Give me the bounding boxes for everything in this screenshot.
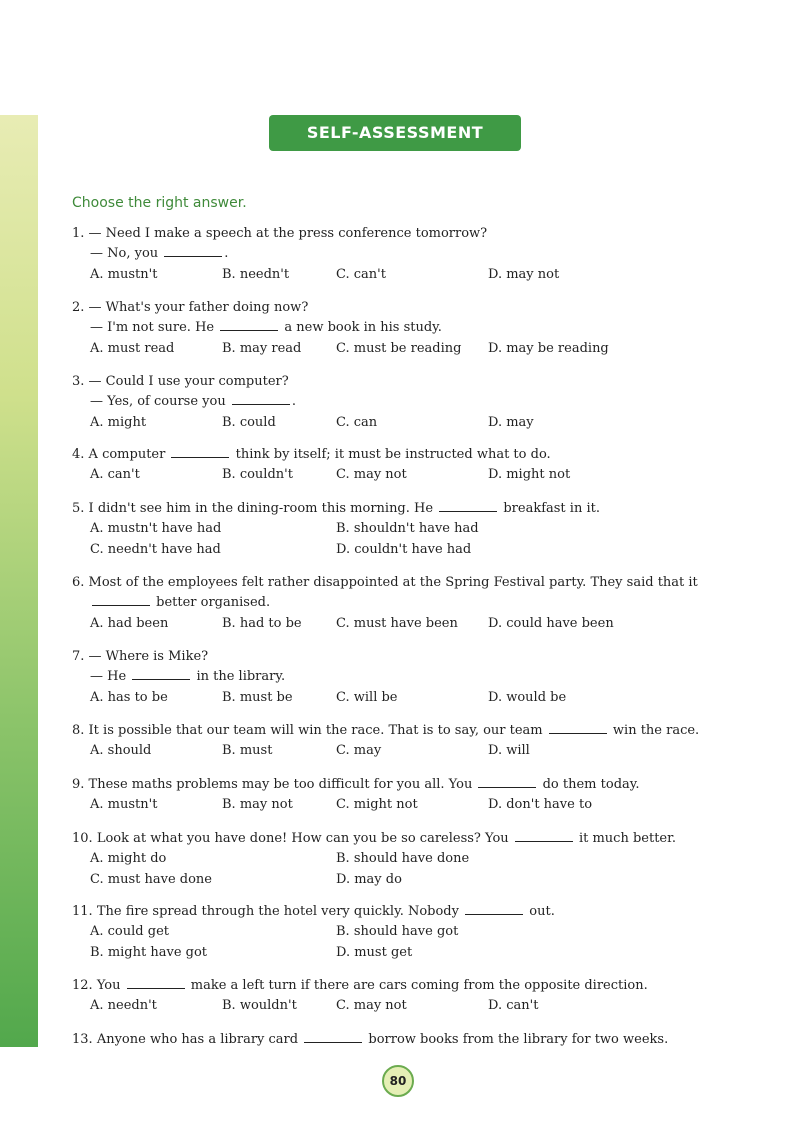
instruction-text: Choose the right answer. bbox=[72, 195, 247, 211]
answer-option[interactable]: D. may not bbox=[488, 266, 560, 282]
question-text-after-blank: win the race. bbox=[612, 723, 700, 738]
question-4 bbox=[72, 445, 752, 486]
answer-blank[interactable] bbox=[304, 1041, 362, 1043]
question-number: 4. bbox=[72, 447, 85, 462]
question-text: It is possible that our team will win the race. That is to say, our team bbox=[88, 723, 543, 738]
answer-blank[interactable] bbox=[171, 456, 229, 458]
answer-blank[interactable] bbox=[232, 403, 290, 405]
answer-option[interactable]: B. wouldn't bbox=[222, 998, 297, 1014]
options-row bbox=[72, 741, 752, 761]
answer-option[interactable]: D. can't bbox=[488, 998, 539, 1014]
answer-option[interactable]: B. could bbox=[222, 414, 276, 430]
answer-option[interactable]: C. may bbox=[336, 743, 382, 759]
answer-blank[interactable] bbox=[439, 510, 497, 512]
options-row bbox=[72, 265, 752, 285]
answer-option[interactable]: C. must have done bbox=[90, 871, 212, 887]
question-text-after-blank: a new book in his study. bbox=[284, 320, 442, 336]
answer-option[interactable]: C. can't bbox=[336, 266, 386, 282]
question-1 bbox=[72, 224, 752, 285]
answer-blank[interactable] bbox=[515, 840, 573, 842]
question-text: — Where is Mike? bbox=[88, 649, 209, 664]
question-12 bbox=[72, 976, 752, 1017]
question-line bbox=[72, 372, 752, 392]
question-7 bbox=[72, 647, 752, 708]
question-line bbox=[72, 775, 752, 795]
question-line bbox=[72, 499, 752, 519]
answer-option[interactable]: A. mustn't bbox=[90, 266, 158, 282]
question-text-after-blank: out. bbox=[529, 904, 555, 919]
question-text: A computer bbox=[88, 447, 166, 462]
answer-blank[interactable] bbox=[220, 329, 278, 331]
question-line bbox=[72, 902, 752, 922]
answer-option[interactable]: C. may not bbox=[336, 467, 407, 483]
answer-blank[interactable] bbox=[478, 786, 536, 788]
options-row bbox=[72, 870, 752, 890]
answer-option[interactable]: B. should have got bbox=[336, 924, 459, 940]
question-number: 7. bbox=[72, 649, 85, 664]
question-text: — Yes, of course you bbox=[90, 394, 226, 410]
options-row bbox=[72, 849, 752, 869]
answer-option[interactable]: D. could have been bbox=[488, 615, 614, 631]
question-number: 13. bbox=[72, 1032, 93, 1047]
question-6 bbox=[72, 573, 752, 634]
question-number: 5. bbox=[72, 501, 85, 516]
options-row bbox=[72, 996, 752, 1016]
question-text: — I'm not sure. He bbox=[90, 320, 215, 336]
answer-option[interactable]: A. should bbox=[90, 743, 152, 759]
answer-option[interactable]: D. couldn't have had bbox=[336, 541, 472, 557]
question-text: I didn't see him in the dining-room this morning. He bbox=[88, 501, 434, 516]
question-text-after-blank: think by itself; it must be instructed what to do. bbox=[235, 447, 551, 462]
question-13 bbox=[72, 1030, 752, 1050]
options-row bbox=[72, 465, 752, 485]
question-11 bbox=[72, 902, 752, 963]
answer-option[interactable]: B. should have done bbox=[336, 851, 470, 867]
answer-option[interactable]: A. must read bbox=[90, 340, 175, 356]
question-text-after-blank: do them today. bbox=[542, 777, 640, 792]
question-number: 1. bbox=[72, 226, 85, 241]
answer-option[interactable]: C. needn't have had bbox=[90, 541, 221, 557]
answer-option[interactable]: C. can bbox=[336, 414, 378, 430]
answer-option[interactable]: A. mustn't bbox=[90, 797, 158, 813]
question-text: You bbox=[96, 978, 121, 993]
question-line bbox=[72, 244, 752, 264]
options-row bbox=[72, 614, 752, 634]
answer-option[interactable]: C. will be bbox=[336, 689, 398, 705]
answer-option[interactable]: A. had been bbox=[90, 615, 169, 631]
question-8 bbox=[72, 721, 752, 762]
question-line bbox=[72, 392, 752, 412]
question-line bbox=[72, 573, 752, 593]
answer-option[interactable]: A. needn't bbox=[90, 998, 157, 1014]
question-line bbox=[72, 318, 752, 338]
options-row bbox=[72, 688, 752, 708]
answer-option[interactable]: D. would be bbox=[488, 689, 567, 705]
question-text: — What's your father doing now? bbox=[88, 300, 309, 315]
answer-option[interactable]: B. needn't bbox=[222, 266, 290, 282]
answer-blank[interactable] bbox=[92, 604, 150, 606]
question-line bbox=[72, 445, 752, 465]
question-line bbox=[72, 667, 752, 687]
question-line bbox=[72, 298, 752, 318]
answer-option[interactable]: D. don't have to bbox=[488, 797, 593, 813]
answer-option[interactable]: D. must get bbox=[336, 944, 413, 960]
answer-option[interactable]: A. mustn't have had bbox=[90, 521, 222, 537]
question-text: Look at what you have done! How can you be so careless? You bbox=[96, 831, 509, 846]
question-number: 10. bbox=[72, 831, 93, 846]
question-text-after-blank: breakfast in it. bbox=[503, 501, 600, 516]
question-line bbox=[72, 224, 752, 244]
question-line bbox=[72, 721, 752, 741]
question-text: — He bbox=[90, 669, 127, 685]
answer-blank[interactable] bbox=[132, 678, 190, 680]
question-number: 12. bbox=[72, 978, 93, 993]
question-line bbox=[72, 1030, 752, 1050]
answer-option[interactable]: B. might have got bbox=[90, 944, 208, 960]
question-text: Anyone who has a library card bbox=[96, 1032, 299, 1047]
answer-option[interactable]: C. may not bbox=[336, 998, 407, 1014]
question-number: 11. bbox=[72, 904, 93, 919]
answer-option[interactable]: D. may be reading bbox=[488, 340, 609, 356]
question-5 bbox=[72, 499, 752, 560]
question-text: Most of the employees felt rather disappointed at the Spring Festival party. They said that it bbox=[88, 575, 698, 590]
answer-option[interactable]: A. might bbox=[90, 414, 147, 430]
question-line bbox=[72, 829, 752, 849]
question-line bbox=[72, 976, 752, 996]
question-number: 3. bbox=[72, 374, 85, 389]
answer-blank[interactable] bbox=[127, 987, 185, 989]
question-10 bbox=[72, 829, 752, 890]
question-text-after-blank: in the library. bbox=[196, 669, 286, 685]
answer-option[interactable]: D. will bbox=[488, 743, 530, 759]
question-2 bbox=[72, 298, 752, 359]
options-row bbox=[72, 413, 752, 433]
question-text-after-blank: better organised. bbox=[156, 595, 271, 611]
answer-option[interactable]: D. may do bbox=[336, 871, 402, 887]
question-number: 8. bbox=[72, 723, 85, 738]
question-number: 2. bbox=[72, 300, 85, 315]
question-line bbox=[72, 593, 752, 613]
options-row bbox=[72, 795, 752, 815]
question-9 bbox=[72, 775, 752, 816]
section-title-banner: SELF-ASSESSMENT bbox=[269, 115, 521, 151]
answer-option[interactable]: D. might not bbox=[488, 467, 571, 483]
question-line bbox=[72, 647, 752, 667]
answer-option[interactable]: C. might not bbox=[336, 797, 418, 813]
answer-option[interactable]: B. had to be bbox=[222, 615, 302, 631]
answer-option[interactable]: A. could get bbox=[90, 924, 169, 940]
answer-option[interactable]: B. must bbox=[222, 743, 273, 759]
question-text-after-blank: . bbox=[224, 246, 229, 262]
question-text-after-blank: borrow books from the library for two weeks. bbox=[368, 1032, 669, 1047]
answer-option[interactable]: D. may bbox=[488, 414, 534, 430]
question-text: — Could I use your computer? bbox=[88, 374, 289, 389]
answer-blank[interactable] bbox=[465, 913, 523, 915]
answer-blank[interactable] bbox=[164, 255, 222, 257]
question-text: These maths problems may be too difficult for you all. You bbox=[88, 777, 473, 792]
question-text-after-blank: make a left turn if there are cars coming from the opposite direction. bbox=[190, 978, 648, 993]
question-number: 9. bbox=[72, 777, 85, 792]
answer-option[interactable]: A. can't bbox=[90, 467, 140, 483]
question-3 bbox=[72, 372, 752, 433]
options-row bbox=[72, 943, 752, 963]
answer-option[interactable]: B. shouldn't have had bbox=[336, 521, 479, 537]
options-row bbox=[72, 519, 752, 539]
page-number-badge: 80 bbox=[382, 1065, 414, 1097]
options-row bbox=[72, 922, 752, 942]
options-row bbox=[72, 339, 752, 359]
answer-option[interactable]: C. must be reading bbox=[336, 340, 462, 356]
question-text-after-blank: it much better. bbox=[578, 831, 677, 846]
question-text: — Need I make a speech at the press conference tomorrow? bbox=[88, 226, 488, 241]
answer-option[interactable]: B. couldn't bbox=[222, 467, 293, 483]
answer-option[interactable]: B. must be bbox=[222, 689, 293, 705]
answer-blank[interactable] bbox=[549, 732, 607, 734]
answer-option[interactable]: C. must have been bbox=[336, 615, 458, 631]
answer-option[interactable]: A. might do bbox=[90, 851, 167, 867]
options-row bbox=[72, 540, 752, 560]
answer-option[interactable]: A. has to be bbox=[90, 689, 168, 705]
question-text: — No, you bbox=[90, 246, 159, 262]
question-text: The fire spread through the hotel very quickly. Nobody bbox=[96, 904, 459, 919]
question-text-after-blank: . bbox=[291, 394, 297, 410]
answer-option[interactable]: B. may not bbox=[222, 797, 293, 813]
answer-option[interactable]: B. may read bbox=[222, 340, 302, 356]
side-color-band bbox=[0, 115, 38, 1047]
question-number: 6. bbox=[72, 575, 85, 590]
